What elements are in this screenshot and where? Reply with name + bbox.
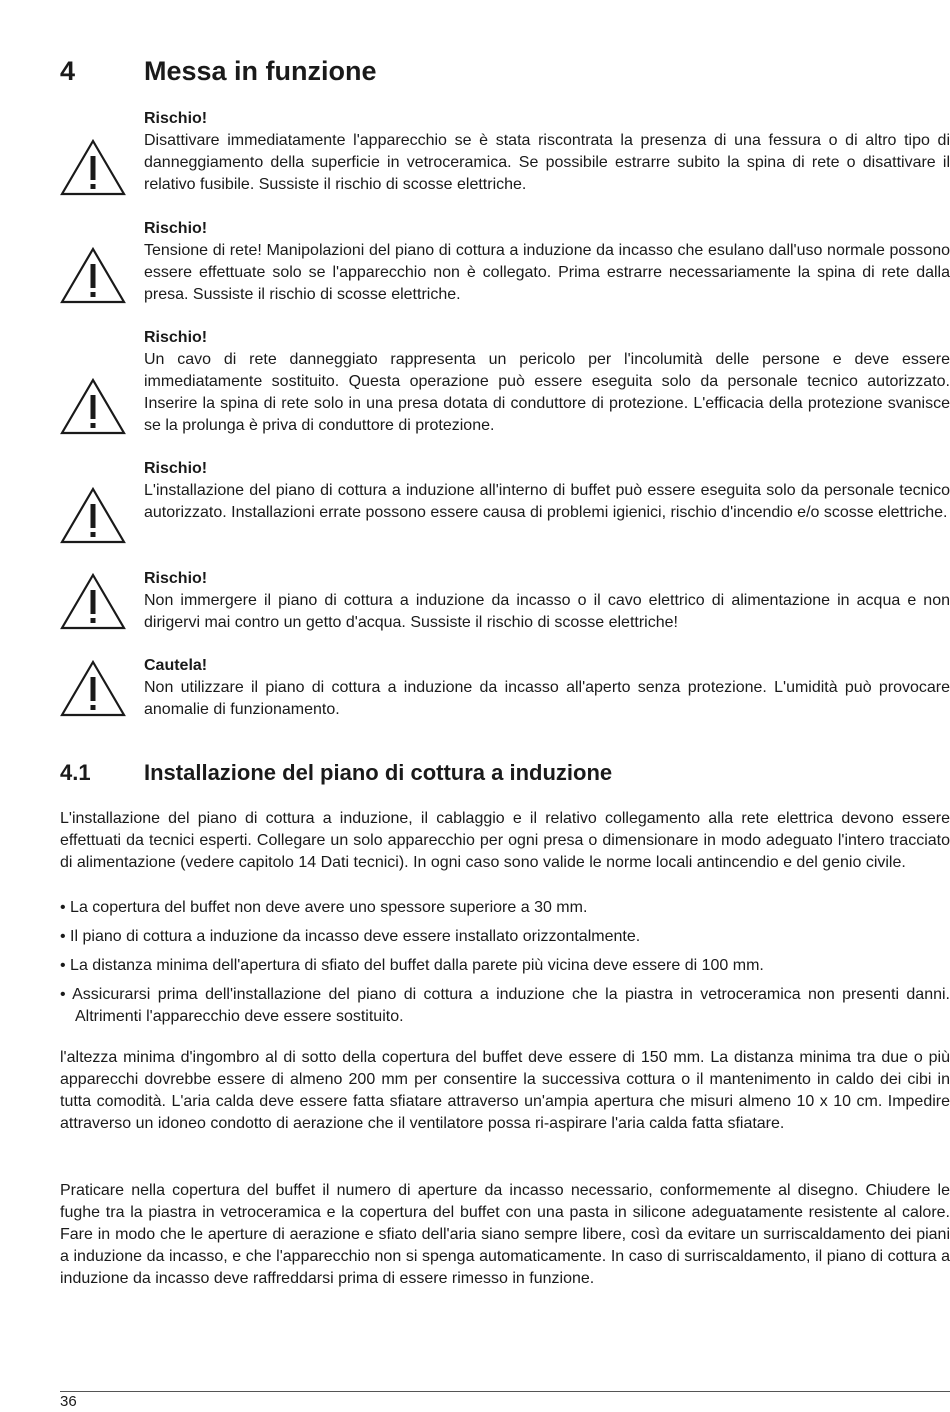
warning-triangle-icon: [60, 246, 126, 304]
warning-text: L'installazione del piano di cottura a induzione all'interno di buffet può essere eseguita solo da personale tecnico autorizzato. Installazioni errate possono essere causa di problemi igienici, rischio d'incendio e/o scosse elettriche.: [144, 482, 950, 521]
warning-block: [60, 327, 950, 437]
warning-triangle-icon: [60, 572, 126, 630]
warning-text: Un cavo di rete danneggiato rappresenta un pericolo per l'incolumità delle persone e deve essere immediatamente sostituito. Questa operazione può essere eseguita solo da personale tecnico autorizzato. Inserire la spina di rete solo in una presa dotata di conduttore di protezione. L'efficacia della protezione svanisce se la prolunga è priva di conduttore di protezione.: [144, 351, 950, 434]
warning-title: Rischio!: [144, 329, 208, 346]
warning-title: Rischio!: [144, 570, 208, 587]
list-item: • Il piano di cottura a induzione da incasso deve essere installato orizzontalmente.: [60, 928, 641, 945]
section-heading: [60, 54, 377, 88]
section-title: Messa in funzione: [144, 56, 377, 86]
warning-title: Rischio!: [144, 220, 208, 237]
intro-paragraph: L'installazione del piano di cottura a induzione, il cablaggio e il relativo collegamento alla rete elettrica devono essere effettuati da tecnici esperti. Collegare un solo apparecchio per ogni presa o dimensionare in modo adeguato l'intero tracciato di alimentazione (vedere capitolo 14 Dati tecnici). In ogni caso sono valide le norme locali antincendio e del genio civile.: [60, 810, 950, 871]
warning-block: [60, 568, 950, 634]
list-item: • La copertura del buffet non deve avere uno spessore superiore a 30 mm.: [60, 899, 588, 916]
requirements-list: [60, 897, 950, 1035]
warning-triangle-icon: [60, 377, 126, 435]
installation-paragraph: Praticare nella copertura del buffet il numero di aperture da incasso necessario, conformemente al disegno. Chiudere le fughe tra la piastra in vetroceramica e la copertura del buffet con una pasta in silicone adeguatamente resistente al calore. Fare in modo che le aperture di aerazione e sfiato dell'aria siano sempre libere, così da evitare un surriscaldamento dei piani a induzione da incasso, e che l'apparecchio non si spenga automaticamente. In caso di surriscaldamento, il piano di cottura a induzione da incasso deve raffreddarsi prima di essere rimesso in funzione.: [60, 1182, 950, 1287]
warning-block: [60, 458, 950, 524]
warning-title: Rischio!: [144, 460, 208, 477]
list-item: • La distanza minima dell'apertura di sfiato del buffet dalla parete più vicina deve essere di 100 mm.: [60, 957, 764, 974]
warning-text: Disattivare immediatamente l'apparecchio se è stata riscontrata la presenza di una fessura o di altro tipo di danneggiamento della superficie in vetroceramica. Se possibile estrarre subito la spina di rete o disattivare il relativo fusibile. Sussiste il rischio di scosse elettriche.: [144, 132, 950, 193]
warning-title: Rischio!: [144, 110, 208, 127]
warning-text: Non utilizzare il piano di cottura a induzione da incasso all'aperto senza protezione. L'umidità può provocare anomalie di funzionamento.: [144, 679, 950, 718]
warning-block: [60, 655, 950, 721]
subsection-heading: [60, 758, 612, 788]
section-number: 4: [60, 56, 76, 86]
warning-text: Non immergere il piano di cottura a induzione da incasso o il cavo elettrico di alimentazione in acqua e non dirigervi mai contro un getto d'acqua. Sussiste il rischio di scosse elettriche!: [144, 592, 950, 631]
warning-title: Cautela!: [144, 657, 208, 674]
clearance-paragraph: l'altezza minima d'ingombro al di sotto della copertura del buffet deve essere di 150 mm. La distanza minima tra due o più apparecchi dovrebbe essere di almeno 200 mm per consentire la successiva cottura o il mantenimento in caldo dei cibi in tutta comodità. L'aria calda deve essere fatta sfiatare attraverso un'ampia apertura che misuri almeno 10 x 10 cm. Impedire attraverso un idoneo condotto di aerazione che il ventilatore possa ri-aspirare l'aria calda fatta sfiatare.: [60, 1049, 950, 1132]
warning-triangle-icon: [60, 659, 126, 717]
warning-triangle-icon: [60, 138, 126, 196]
page-number: 36: [60, 1393, 77, 1410]
warning-text: Tensione di rete! Manipolazioni del piano di cottura a induzione da incasso che esulano dall'uso normale possono essere effettuate solo se l'apparecchio non è collegato. Prima estrarre necessariamente la spina di rete dalla presa. Sussiste il rischio di scosse elettriche.: [144, 242, 950, 303]
subsection-title: Installazione del piano di cottura a induzione: [144, 760, 613, 785]
list-item: • Assicurarsi prima dell'installazione del piano di cottura a induzione che la piastra in vetroceramica non presenti danni. Altrimenti l'apparecchio deve essere sostituito.: [60, 986, 950, 1025]
warning-block: [60, 108, 950, 196]
footer-divider: [60, 1391, 950, 1392]
warning-block: [60, 218, 950, 306]
subsection-number: 4.1: [60, 760, 91, 785]
warning-triangle-icon: [60, 486, 126, 544]
